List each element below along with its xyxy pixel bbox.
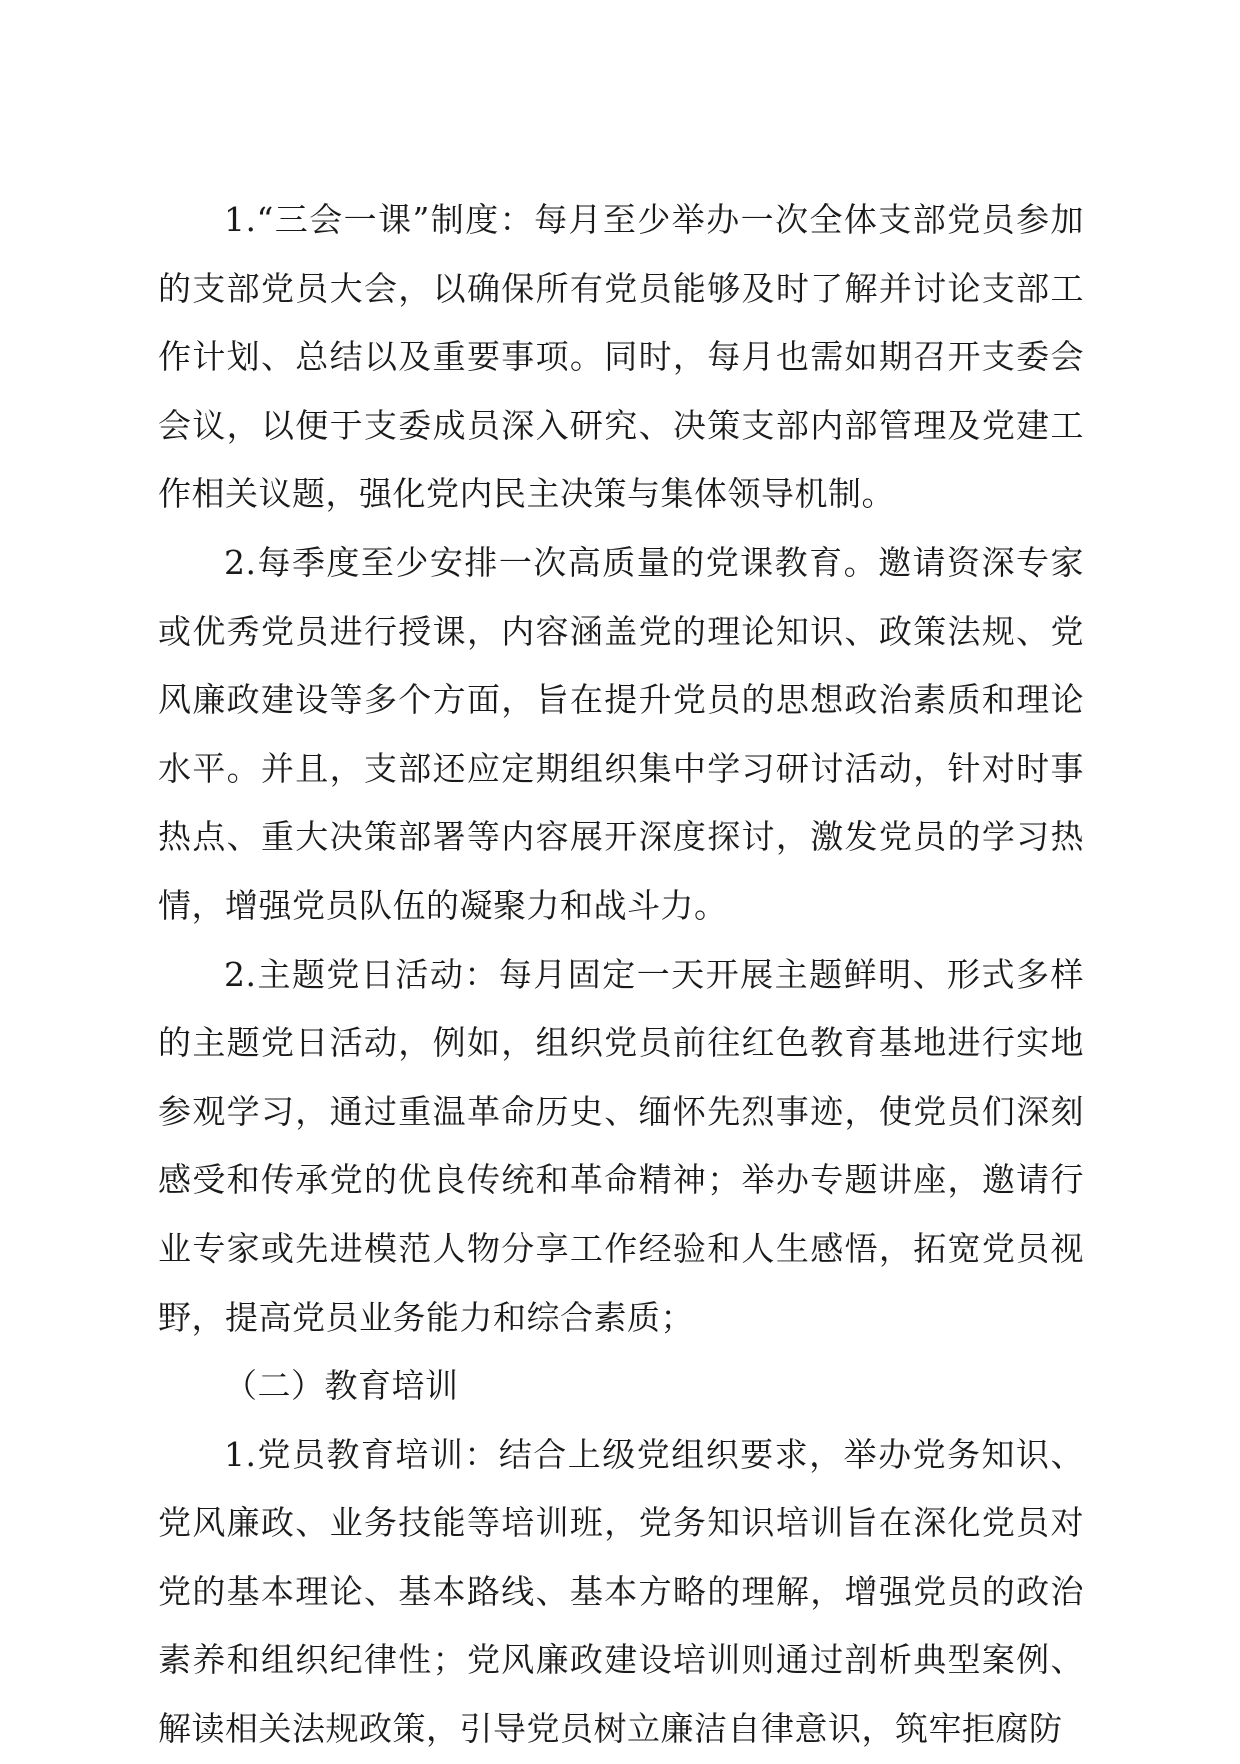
paragraph-party-lessons: 2.每季度至少安排一次高质量的党课教育。邀请资深专家或优秀党员进行授课，内容涵盖党的理论知识、政策法规、党风廉政建设等多个方面，旨在提升党员的思想政治素质和理论水平。并且，支部还应定期组织集中学习研讨活动，针对时事热点、重大决策部署等内容展开深度探讨，激发党员的学习热情，增强党员队伍的凝聚力和战斗力。	[158, 542, 1084, 925]
paragraph-three-meetings-one-lesson: 1.“三会一课”制度：每月至少举办一次全体支部党员参加的支部党员大会，以确保所有党员能够及时了解并讨论支部工作计划、总结以及重要事项。同时，每月也需如期召开支委会会议，以便于支委成员深入研究、决策支部内部管理及党建工作相关议题，强化党内民主决策与集体领导机制。	[158, 200, 1084, 514]
paragraph-member-education-training: 1.党员教育培训：结合上级党组织要求，举办党务知识、党风廉政、业务技能等培训班，党务知识培训旨在深化党员对党的基本理论、基本路线、基本方略的理解，增强党员的政治素养和组织纪律性；党风廉政建设培训则通过剖析典型案例、解读相关法规政策，引导党员树立廉洁自律意识，筑牢拒腐防	[158, 1434, 1084, 1749]
paragraph-theme-party-day: 2.主题党日活动：每月固定一天开展主题鲜明、形式多样的主题党日活动，例如，组织党员前往红色教育基地进行实地参观学习，通过重温革命历史、缅怀先烈事迹，使党员们深刻感受和传承党的优良传统和革命精神；举办专题讲座，邀请行业专家或先进模范人物分享工作经验和人生感悟，拓宽党员视野，提高党员业务能力和综合素质；	[158, 954, 1084, 1337]
section-heading-education-training: （二）教育培训	[224, 1366, 459, 1406]
document-body	[158, 186, 1084, 1764]
